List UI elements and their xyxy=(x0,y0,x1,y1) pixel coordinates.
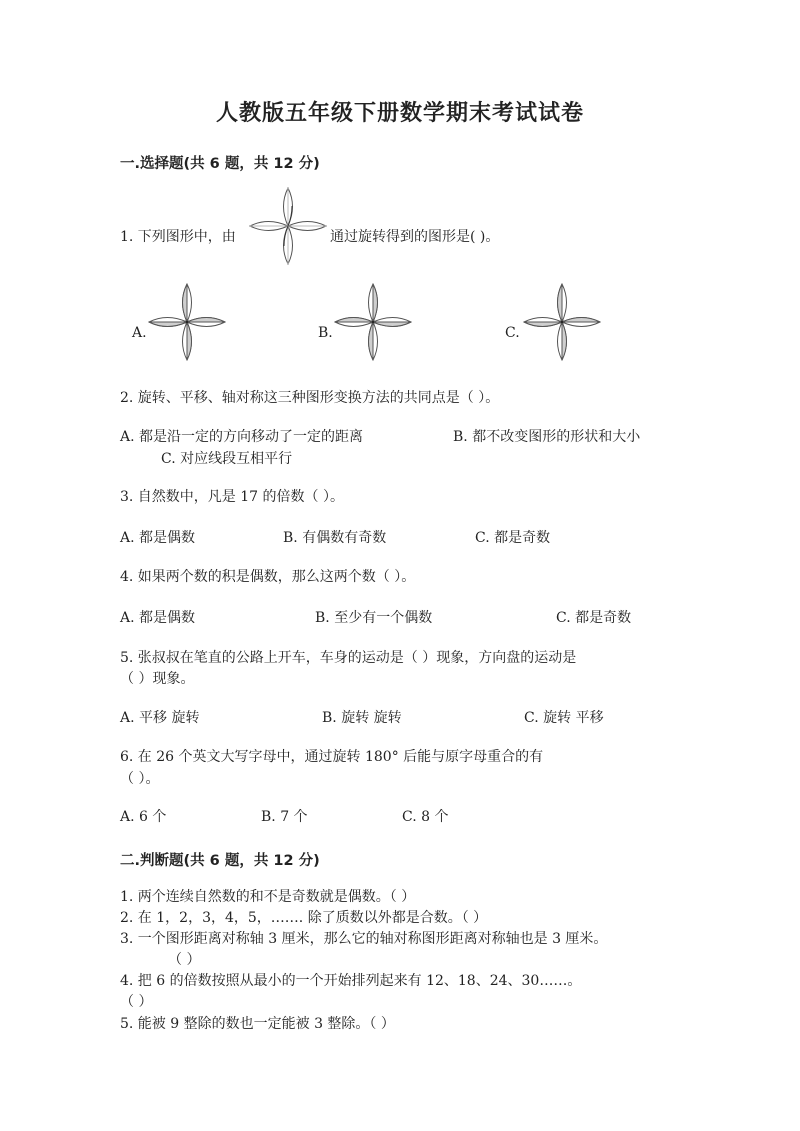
question-2: 2. 旋转、平移、轴对称这三种图形变换方法的共同点是（ ）。 xyxy=(120,390,500,406)
section-heading-choice: 一.选择题(共 6 题，共 12 分) xyxy=(120,156,320,172)
question-1-suffix: 通过旋转得到的图形是( )。 xyxy=(330,229,500,245)
question-6-line1: 6. 在 26 个英文大写字母中，通过旋转 180° 后能与原字母重合的有 xyxy=(120,749,544,765)
question-4: 4. 如果两个数的积是偶数，那么这两个数（ ）。 xyxy=(120,569,416,585)
option-6b: B. 7 个 xyxy=(261,809,308,825)
option-6a: A. 6 个 xyxy=(120,809,167,825)
option-4c: C. 都是奇数 xyxy=(556,610,632,626)
question-3: 3. 自然数中，凡是 17 的倍数（ ）。 xyxy=(120,489,344,505)
option-3b: B. 有偶数有奇数 xyxy=(283,530,387,546)
judgment-item-4: 4. 把 6 的倍数按照从最小的一个开始排列起来有 12、18、24、30……。 xyxy=(120,973,582,989)
option-2c: C. 对应线段互相平行 xyxy=(161,451,293,467)
question-1-prefix: 1. 下列图形中，由 xyxy=(120,229,236,245)
option-2b: B. 都不改变图形的形状和大小 xyxy=(453,429,641,445)
judgment-item-1: 1. 两个连续自然数的和不是奇数就是偶数。（ ） xyxy=(120,889,416,905)
option-2a: A. 都是沿一定的方向移动了一定的距离 xyxy=(120,429,364,445)
option-4a: A. 都是偶数 xyxy=(120,610,196,626)
judgment-item-4-answer: （ ） xyxy=(120,994,153,1010)
judgment-item-5: 5. 能被 9 整除的数也一定能被 3 整除。（ ） xyxy=(120,1016,395,1032)
option-3c: C. 都是奇数 xyxy=(475,530,551,546)
option-1b-label: B. xyxy=(318,325,333,341)
option-6c: C. 8 个 xyxy=(402,809,449,825)
option-3a: A. 都是偶数 xyxy=(120,530,196,546)
option-1a-flower-icon xyxy=(147,282,227,362)
page-title: 人教版五年级下册数学期末考试试卷 xyxy=(215,101,584,126)
judgment-item-3-answer: （ ） xyxy=(168,952,201,968)
section-heading-judgment: 二.判断题(共 6 题，共 12 分) xyxy=(120,853,320,869)
option-5b: B. 旋转 旋转 xyxy=(322,710,402,726)
option-5a: A. 平移 旋转 xyxy=(120,710,200,726)
flower-icon xyxy=(248,186,328,266)
option-1a-label: A. xyxy=(132,325,147,341)
question-5-line2: （ ）现象。 xyxy=(120,671,195,687)
question-5-line1: 5. 张叔叔在笔直的公路上开车，车身的运动是（ ）现象，方向盘的运动是 xyxy=(120,650,577,666)
option-1b-flower-icon xyxy=(333,282,413,362)
judgment-item-2: 2. 在 1，2，3，4，5，……. 除了质数以外都是合数。（ ） xyxy=(120,910,488,926)
option-1c-label: C. xyxy=(505,325,520,341)
judgment-item-3: 3. 一个图形距离对称轴 3 厘米，那么它的轴对称图形距离对称轴也是 3 厘米。 xyxy=(120,931,608,947)
option-1c-flower-icon xyxy=(522,282,602,362)
option-5c: C. 旋转 平移 xyxy=(524,710,604,726)
option-4b: B. 至少有一个偶数 xyxy=(315,610,433,626)
question-6-line2: （ ）。 xyxy=(120,771,160,787)
